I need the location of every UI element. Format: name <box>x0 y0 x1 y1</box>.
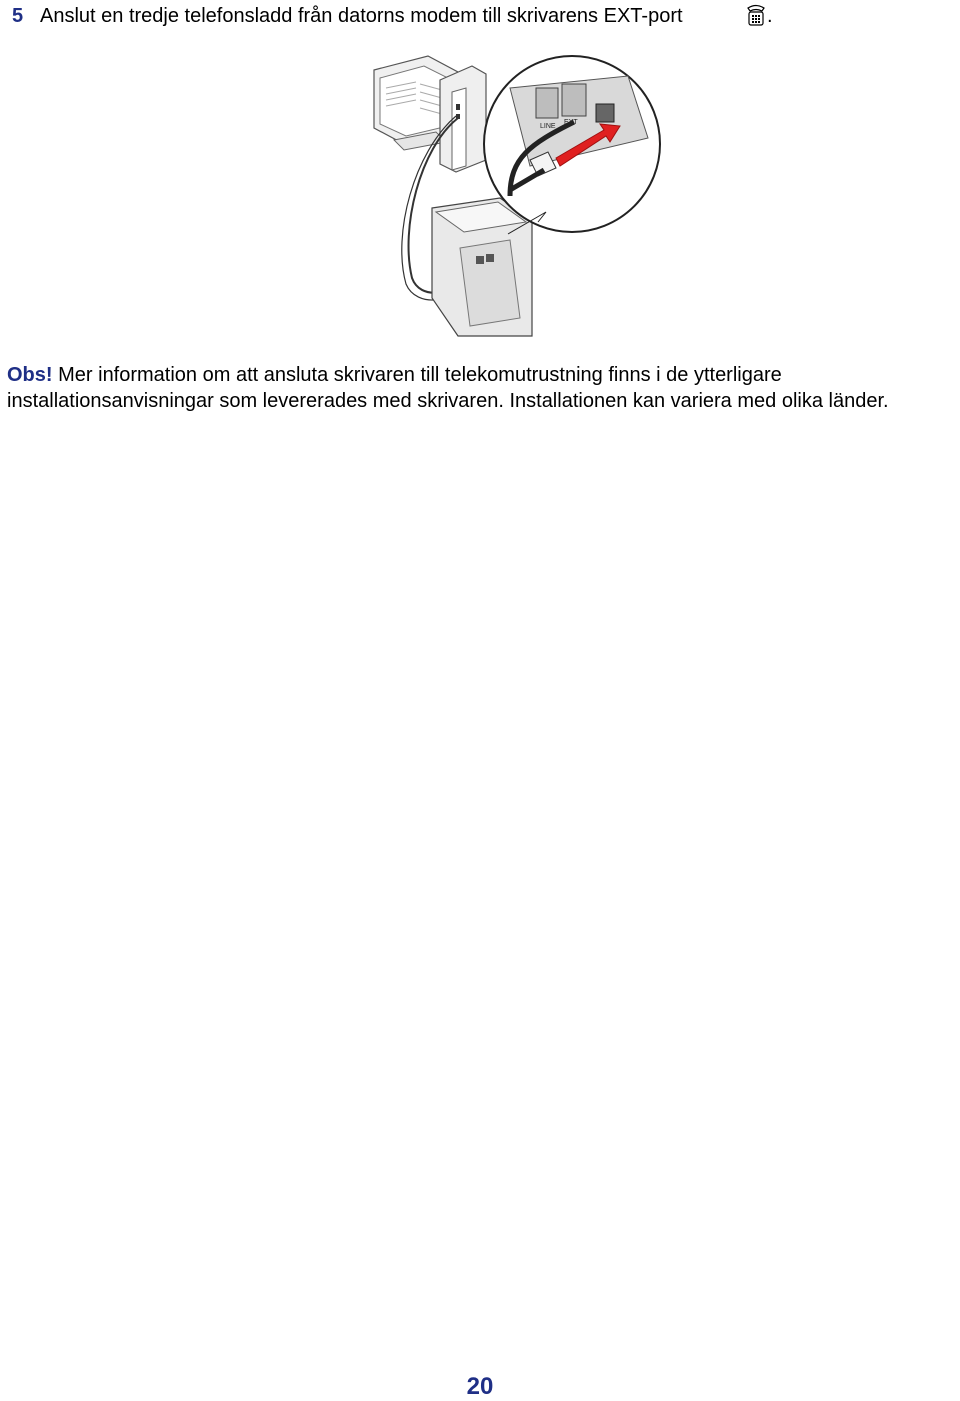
note-block <box>7 362 957 414</box>
telephone-icon <box>745 2 767 28</box>
step-5 <box>0 2 960 36</box>
connection-illustration <box>360 48 670 340</box>
step-instruction: Anslut en tredje telefonsladd från datorns modem till skrivarens EXT-port <box>40 5 683 27</box>
note-label: Obs! <box>7 364 53 386</box>
printer-illustration <box>432 198 532 336</box>
computer-tower-illustration <box>440 66 486 172</box>
line-port-label: LINE <box>540 123 556 130</box>
page-number: 20 <box>466 1373 494 1400</box>
note-text-line-2: installationsanvisningar som levererades med skrivaren. Installationen kan variera med olika länder. <box>7 390 889 412</box>
ext-port-callout <box>484 56 660 234</box>
ext-port-label: EXT <box>564 119 578 126</box>
step-number: 5 <box>12 5 24 27</box>
step-end-period: . <box>767 5 773 27</box>
note-text-line-1: Mer information om att ansluta skrivaren till telekomutrustning finns i de ytterligare <box>52 364 782 386</box>
